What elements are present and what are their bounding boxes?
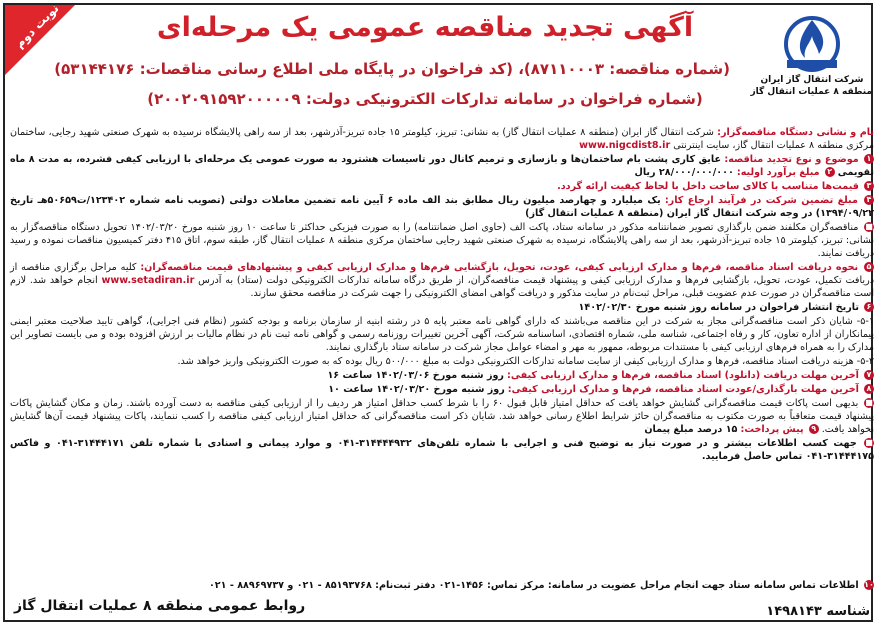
opening-text: بدیهی است پاکات قیمت مناقصه‌گرانی گشایش خواهد یافت که حداقل امتیاز قابل قبول ۶۰ را با شرط کسب حداقل امتیاز هر ردیف را از ارزیابی کیفی مناقصه به دست آورده باشند. زمان و مکان گشایش پاکات پیشنهاد قیمت متعاقباً به صورت مکتوب به مناقصه‌گران حائز شرایط اطلاع رسانی خواهد شد. شایان ذکر است مناقصه‌گرانی که حداقل امتیاز ارزیابی کیفی مناقصه را کسب ننمایند، پاکات پیشنهاد قیمت آن‌ها گشایش نخواهد یافت.: [10, 398, 874, 435]
download-deadline-label: آخرین مهلت دریافت (دانلود) اسناد مناقصه، فرم‌ها و مدارک ارزیابی کیفی:: [507, 370, 859, 381]
bullet-icon: ۹: [809, 424, 819, 434]
logo-region-name: منطقه ۸ عملیات انتقال گاز: [750, 87, 872, 97]
procedure-label: نحوه دریافت اسناد مناقصه، فرم‌ها و مدارک ارزیابی کیفی، عودت، تحویل، بازگشایی فرم‌ها و مدارک ارزیابی کیفی و پیشنهادهای قیمت مناقصه‌گران:: [140, 262, 859, 273]
fee-text: ۵-۲- هزینه دریافت اسناد مناقصه، فرم‌ها و مدارک ارزیابی کیفی از سایت سامانه تدارکات الکترونیکی دولت به مبلغ ۵۰۰/۰۰۰ ریال بوده که به صورت الکترونیکی واریز خواهد شد.: [177, 356, 874, 367]
estimate-value: ۲۸/۰۰۰/۰۰۰/۰۰۰ ریال: [634, 167, 734, 178]
bullet-icon: ۱۰: [864, 580, 874, 589]
bullet-icon: ۴: [864, 195, 874, 205]
ad-title: آگهی تجدید مناقصه عمومی یک مرحله‌ای: [156, 12, 694, 43]
clause-qualification: [10, 315, 874, 354]
qualification-text: ۵-۱- شایان ذکر است مناقصه‌گرانی مجاز به شرکت در این مناقصه می‌باشند که دارای گواهی نامه معتبر پایه ۵ در رشته ابنیه از سازمان برنامه و بودجه کشور (نظام فنی اجرایی)، گواهی تایید صلاحیت معتبر ایمنی پیمانکاران از اداره تعاون، کار و رفاه اجتماعی، شناسه ملی، شماره اقتصادی، اساسنامه شرکت، آگهی آخرین تغییرات روزنامه رسمی و گواهی نامه ثبت نام در نظام مالیات بر ارزش افزوده بوده و می بایست تصاویر این مدارک را به همراه فرم‌های ارزیابی کیفی با مستندات مربوطه، ممهور به مهر و امضاء عوامل مجاز شرکت در سامانه ستاد بارگذاری نمایند.: [10, 316, 875, 353]
setad-contact-footer: [10, 579, 874, 593]
clause-publish-date: [10, 301, 874, 314]
subject-text: عایق کاری پشت بام ساختمان‌ها و بازسازی و ترمیم کانال دور تاسیسات هشترود به صورت عمومی یک مرحله‌ای با ارزیابی کیفی فشرده، به مدت ۸ ماه تقویمی: [10, 154, 874, 178]
prepayment-label: پیش پرداخت:: [740, 424, 804, 435]
contact-text: جهت کسب اطلاعات بیشتر و در صورت نیاز به توضیح فنی و اجرایی با شماره تلفن‌های ۳۱۴۴۴۴۹۳۲-۰۴۱ و موارد پیمانی و اسنادی با شماره تلفن ۳۱۴۴۴۱۷۱-۰۴۱ و فاکس ۳۱۴۴۴۱۷۵-۰۴۱ تماس حاصل فرمایید.: [10, 438, 874, 462]
bullet-icon: ۷: [864, 370, 874, 380]
procedure-text: کلیه مراحل برگزاری مناقصه از دریافت تکمیل، عودت، تحویل، بازگشایی فرم‌ها و مدارک ارزیابی کیفی و پیشنهاد قیمت مناقصه‌گران، از طریق درگاه سامانه تدارکات الکترونیکی دولت (ستاد) به آدرس: [10, 262, 875, 286]
organizer-text: شرکت انتقال گاز ایران (منطقه ۸ عملیات انتقال گاز) به نشانی: تبریز، کیلومتر ۱۵ جاده تبریز-آذرشهر، بعد از سه راهی پالایشگاه نرسیده به شهرک صنعتی شهید رجایی، ساختمان مرکزی منطقه ۸ عملیات انتقال گاز، سایت اینترنتی: [10, 127, 874, 151]
download-deadline-value: روز شنبه مورخ ۱۴۰۲/۰۳/۰۶ ساعت ۱۶: [327, 370, 504, 381]
procedure-end: انجام خواهد شد. لازم است مناقصه‌گران در صورت عدم عضویت قبلی، مراحل ثبت‌نام در سایت مذکور و دریافت گواهی امضای الکترونیکی را جهت شرکت در مناقصه محقق سازند.: [10, 275, 874, 299]
envelope-text: مناقصه‌گران مکلفند ضمن بارگذاری تصویر ضمانتنامه مذکور در سامانه ستاد، پاکت الف (حاوی اصل ضمانتنامه) را به صورت فیزیکی حداکثر تا ساعت ۱۰ روز شنبه مورخ ۱۴۰۲/۰۳/۲۰ تحویل دستگاه مناقصه‌گزار به نشانی: تبریز، کیلومتر ۱۵ جاده تبریز-آذرشهر، بعد از سه راهی پالایشگاه، نرسیده به شهرک صنعتی شهید رجایی ساختمان مرکزی منطقه ۸ عملیات انتقال گاز، طبقه سوم، اتاق ۴۱۵ دفتر کمیسیون مناقصات نموده و رسید دریافت نمایند.: [10, 222, 874, 259]
tender-number-line: (شماره مناقصه: ۸۷۱۱۰۰۰۳)، (کد فراخوان در پایگاه ملی اطلاع رسانی مناقصات: ۵۳۱۴۴۱۷۶): [54, 60, 730, 78]
clause-contact: [10, 437, 874, 463]
prices-text: قیمت‌ها متناسب با کالای ساخت داخل با لحاظ کیفیت ارائه گردد.: [557, 181, 859, 192]
clause-subject: [10, 153, 874, 179]
public-relations-signature: روابط عمومی منطقه ۸ عملیات انتقال گاز: [14, 598, 306, 614]
organizer-label: نام و نشانی دستگاه مناقصه‌گزار:: [717, 127, 874, 138]
logo-company-name: شرکت انتقال گاز ایران: [760, 75, 864, 85]
clause-guarantee: [10, 194, 874, 220]
corner-label: نوبت دوم: [12, 1, 62, 51]
flame-logo-icon: [777, 12, 847, 74]
ad-body: [10, 126, 874, 464]
clause-opening: [10, 397, 874, 436]
publish-date-text: تاریخ انتشار فراخوان در سامانه روز شنبه مورخ ۱۴۰۲/۰۲/۳۰: [578, 302, 859, 313]
bullet-icon: ۳: [864, 181, 874, 191]
setad-website[interactable]: www.setadiran.ir: [101, 275, 195, 286]
clause-organizer: [10, 126, 874, 152]
bullet-icon: ۸: [864, 384, 874, 394]
guarantee-text: یک میلیارد و چهارصد میلیون ریال مطابق بند الف ماده ۶ آیین نامه تضمین معاملات دولتی (تصویب نامه شماره ۱۲۳۴۰۲/ت۵۰۶۵۹هـ تاریخ ۱۳۹۴/۰۹/۲۲) در وجه شرکت انتقال گاز ایران (منطقه ۸ عملیات انتقال گاز): [10, 195, 874, 219]
clause-download-deadline: [10, 369, 874, 382]
footer-text: اطلاعات تماس سامانه ستاد جهت انجام مراحل عضویت در سامانه: مرکز تماس: ۱۴۵۶-۰۲۱ دفتر ثبت‌نام: ۸۵۱۹۳۷۶۸ - ۰۲۱ و ۸۸۹۶۹۷۳۷ - ۰۲۱: [208, 580, 859, 591]
guarantee-label: مبلغ تضمین شرکت در فرآیند ارجاع کار:: [664, 195, 858, 206]
bullet-icon: ۵: [864, 262, 874, 272]
clause-envelope: [10, 221, 874, 260]
bullet-icon: ۲: [825, 167, 835, 177]
bullet-icon: ۶: [864, 302, 874, 312]
bullet-icon: ■: [865, 222, 873, 231]
bullet-icon: ■: [865, 438, 873, 447]
ad-serial: شناسه ۱۴۹۸۱۴۳: [766, 604, 870, 619]
upload-deadline-value: روز شنبه مورخ ۱۴۰۲/۰۳/۲۰ ساعت ۱۰: [328, 384, 505, 395]
organizer-website[interactable]: www.nigcdist8.ir: [579, 140, 671, 151]
estimate-label: مبلغ برآورد اولیه:: [736, 167, 820, 178]
bullet-icon: ■: [865, 398, 873, 407]
prepayment-value: ۱۵ درصد مبلغ پیمان: [644, 424, 738, 435]
company-logo: [752, 12, 872, 114]
clause-upload-deadline: [10, 383, 874, 396]
subject-label: موضوع و نوع تجدید مناقصه:: [724, 154, 859, 165]
clause-procedure: [10, 261, 874, 300]
upload-deadline-label: آخرین مهلت بارگذاری/عودت اسناد مناقصه، فرم‌ها و مدارک ارزیابی کیفی:: [507, 384, 859, 395]
setad-number-line: (شماره فراخوان در سامانه تدارکات الکترونیکی دولت: ۲۰۰۲۰۹۱۵۹۲۰۰۰۰۰۹): [147, 90, 703, 108]
clause-fee: [10, 355, 874, 368]
clause-prices: [10, 180, 874, 193]
bullet-icon: ۱: [864, 154, 874, 164]
